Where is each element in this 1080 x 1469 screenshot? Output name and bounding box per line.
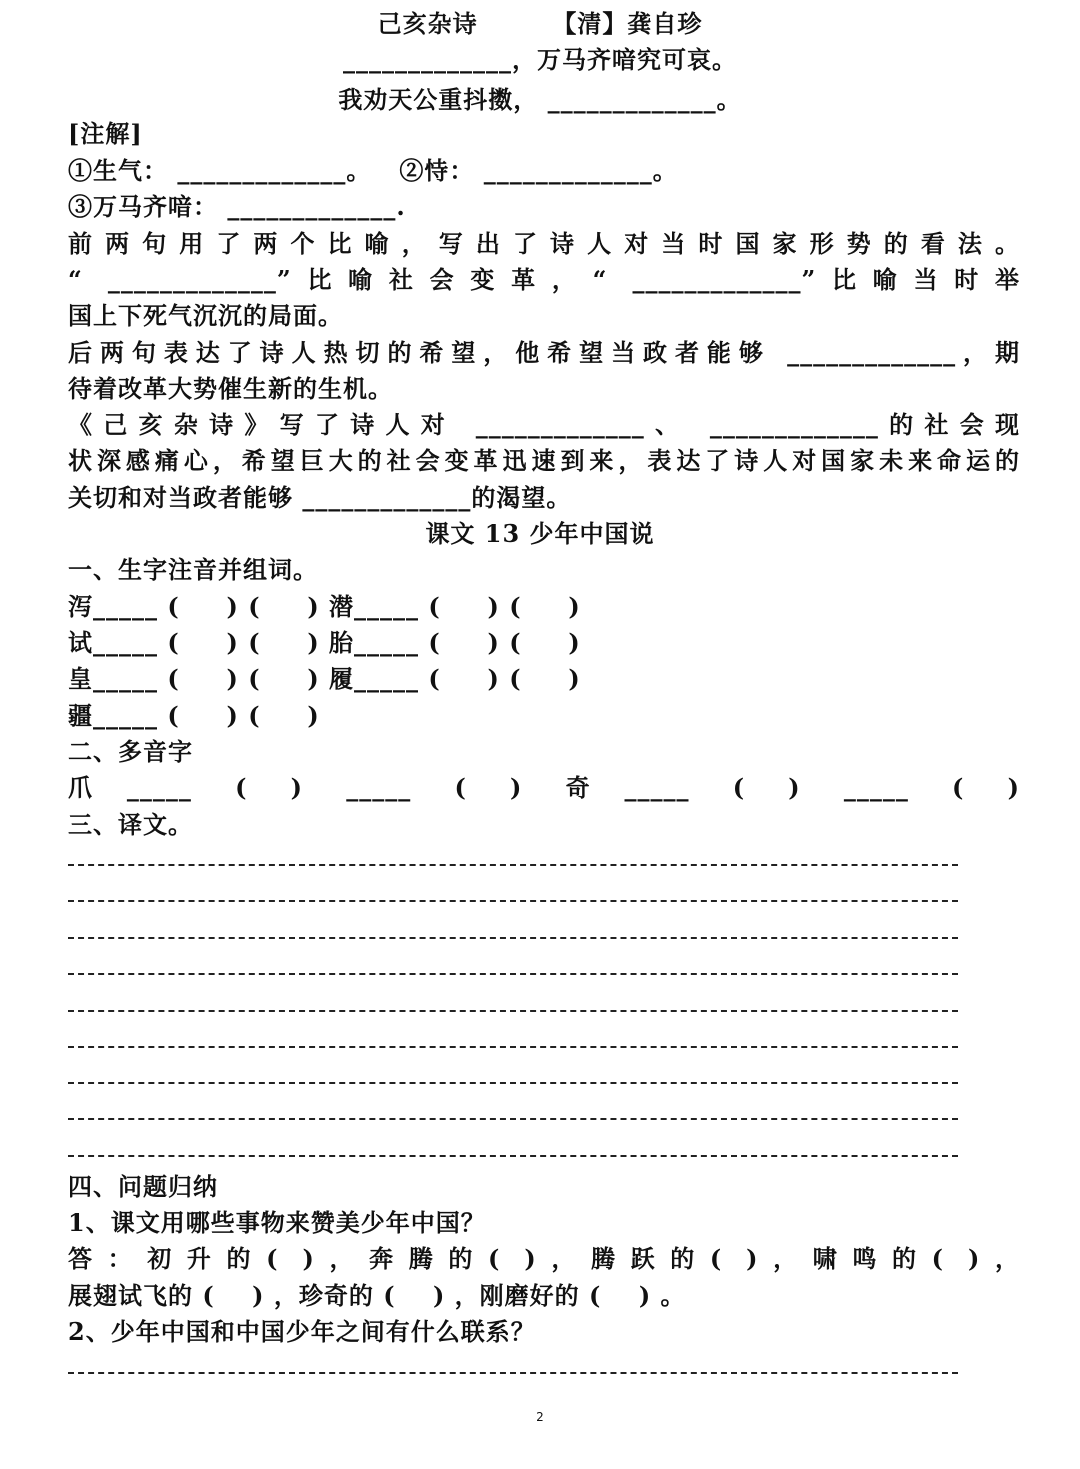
page-number: 2 xyxy=(536,1410,544,1424)
answer-line[interactable] xyxy=(68,864,958,866)
text-line: 己亥杂诗 【清】龚自珍 xyxy=(377,9,703,38)
text-line: 皇_____ ( ) ( ) 履_____ ( ) ( ) xyxy=(68,664,581,693)
text-line: ①生气： _____________。 ②恃： _____________。 xyxy=(68,156,678,185)
text-line: 四、问题归纳 xyxy=(68,1172,218,1201)
text-line: 1、课文用哪些事物来赞美少年中国？ xyxy=(68,1208,486,1237)
text-line: 我劝天公重抖擞， _____________。 xyxy=(338,85,742,114)
text-line: “ _____________”比喻社会变革，“ _____________”比喻当时举 xyxy=(68,265,1020,294)
text-line: [注解] xyxy=(68,119,143,148)
text-line: 二、多音字 xyxy=(68,737,193,766)
text-line: 关切和对当政者能够 _____________的渴望。 xyxy=(68,483,572,512)
text-line: 国上下死气沉沉的局面。 xyxy=(68,301,343,330)
text-line: 后两句表达了诗人热切的希望，他希望当政者能够 _____________，期 xyxy=(68,338,1020,367)
text-line: 2、少年中国和中国少年之间有什么联系？ xyxy=(68,1317,536,1346)
text-line: 课文 13 少年中国说 xyxy=(425,519,655,548)
answer-line[interactable] xyxy=(68,1118,958,1120)
text-line: 疆_____ ( ) ( ) xyxy=(68,701,320,730)
answer-line[interactable] xyxy=(68,1372,958,1374)
text-line: 前两句用了两个比喻，写出了诗人对当时国家形势的看法。 xyxy=(68,229,1020,258)
text-line: 试_____ ( ) ( ) 胎_____ ( ) ( ) xyxy=(68,628,581,657)
answer-line[interactable] xyxy=(68,1082,958,1084)
text-line: 一、生字注音并组词。 xyxy=(68,555,318,584)
text-line: _____________，万马齐喑究可哀。 xyxy=(343,45,737,74)
text-line: 《己亥杂诗》写了诗人对 _____________、 _____________的社会现 xyxy=(68,410,1020,439)
answer-line[interactable] xyxy=(68,1046,958,1048)
answer-line[interactable] xyxy=(68,1155,958,1157)
text-line: 状深感痛心，希望巨大的社会变革迅速到来，表达了诗人对国家未来命运的 xyxy=(68,446,1020,475)
text-line: ③万马齐喑： _____________. xyxy=(68,192,406,221)
answer-line[interactable] xyxy=(68,937,958,939)
answer-line[interactable] xyxy=(68,1010,958,1012)
text-line: 展翅试飞的 ( ) ，珍奇的 ( ) ，刚磨好的 ( ) 。 xyxy=(68,1281,686,1310)
text-line: 泻_____ ( ) ( ) 潜_____ ( ) ( ) xyxy=(68,592,581,621)
answer-line[interactable] xyxy=(68,900,958,902)
answer-line[interactable] xyxy=(68,973,958,975)
text-line: 待着改革大势催生新的生机。 xyxy=(68,374,393,403)
text-line: 爪_____ ( ) _____ ( ) 奇_____ ( ) _____ ( ) xyxy=(68,773,1020,802)
text-line: 答：初升的( )，奔腾的( )，腾跃的( )，啸鸣的( )， xyxy=(68,1244,1020,1273)
text-line: 三、译文。 xyxy=(68,810,193,839)
